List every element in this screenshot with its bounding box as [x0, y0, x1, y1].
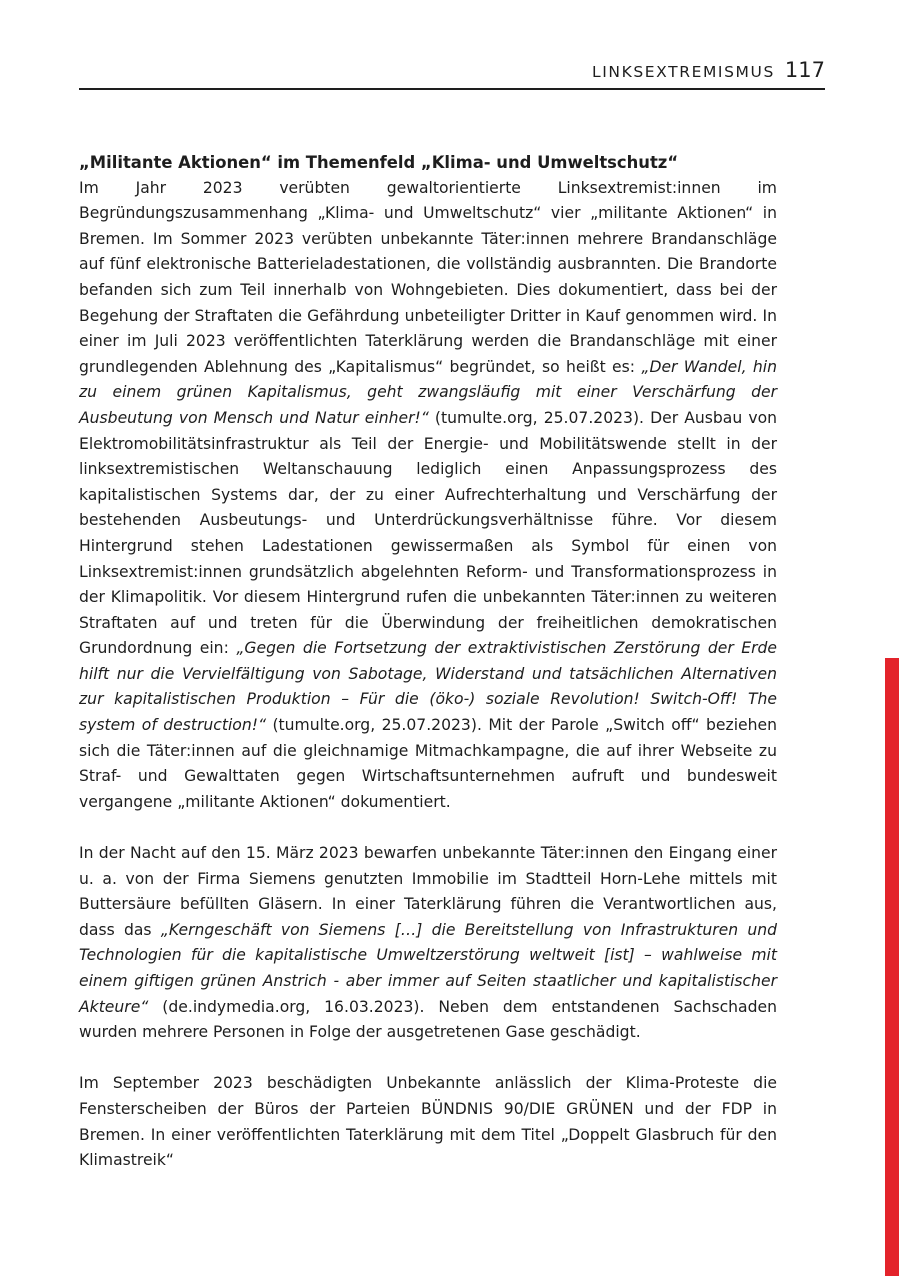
paragraph-text: In der Nacht auf den 15. März 2023 bewarfen unbekannte Täter:innen den Eingang einer u. a. von der Firma Siemens genutzten Immobilie im Stadtteil Horn-Lehe mittels mit Buttersäure befüllten Gläsern. In einer Taterklärung führen die Verantwortlichen aus, dass das — [79, 844, 777, 939]
main-content — [79, 150, 777, 1199]
page-header — [79, 58, 825, 90]
running-title: LINKSEXTREMISMUS — [591, 63, 775, 81]
quote-text: „Der Wandel, hin zu einem grünen Kapitalismus, geht zwangsläufig mit einer Verschärfung der Ausbeutung von Mensch und Natur einher!“ — [79, 357, 777, 427]
paragraph-siemens — [79, 841, 777, 1046]
chapter-marker-bar — [885, 658, 899, 1276]
paragraph-text: Im Jahr 2023 verübten gewaltorientierte Linksextremist:innen im Begründungszusammenhang „Klima- und Umweltschutz“ vier „militante Aktionen“ in Bremen. Im Sommer 2023 verübten unbekannte Täter:innen mehrere Brandanschläge auf fünf elektronische Batterieladestationen, die vollständig ausbrannten. Die Brandorte befanden sich zum Teil innerhalb von Wohngebieten. Dies dokumentiert, dass bei der Begehung der Straftaten die Gefährdung unbeteiligter Dritter in Kauf genommen wird. In einer im Juli 2023 veröffentlichten Taterklärung werden die Brandanschläge mit einer grundlegenden Ablehnung des „Kapitalismus“ begründet, so heißt es: — [79, 178, 777, 376]
paragraph-text: (de.indymedia.org, 16.03.2023). Neben dem entstandenen Sachschaden wurden mehrere Personen in Folge der ausgetretenen Gase geschädigt. — [79, 997, 777, 1042]
paragraph-battery-stations — [79, 176, 777, 816]
quote-text: „Gegen die Fortsetzung der extraktivistischen Zerstörung der Erde hilft nur die Vervielfältigung von Sabotage, Widerstand und tatsächlichen Alternativen zur kapitalistischen Produktion – Für die (öko-) soziale Revolution! Switch-Off! The system of destruction!“ — [79, 639, 778, 735]
section-heading: „Militante Aktionen“ im Themenfeld „Klima- und Umweltschutz“ — [79, 153, 679, 172]
paragraph-text: (tumulte.org, 25.07.2023). Mit der Parole „Switch off“ beziehen sich die Täter:innen auf die gleichnamige Mitmachkampagne, die auf ihrer Webseite zu Straf- und Gewalttaten gegen Wirtschaftsunternehmen aufruft und bundesweit vergangene „militante Aktionen“ dokumentiert. — [79, 716, 777, 811]
paragraph-text: Im September 2023 beschädigten Unbekannte anlässlich der Klima-Proteste die Fensterscheiben der Büros der Parteien BÜNDNIS 90/DIE GRÜNEN und der FDP in Bremen. In einer veröffentlichten Taterklärung mit dem Titel „Doppelt Glasbruch für den Klimastreik“ — [79, 1074, 777, 1170]
quote-text: „Kerngeschäft von Siemens […] die Bereitstellung von Infrastrukturen und Technologien für die kapitalistische Umweltzerstörung weltweit [ist] – wahlweise mit einem giftigen grünen Anstrich - aber immer auf Seiten staatlicher und kapitalistischer Akteure“ — [79, 920, 777, 1016]
page-number: 117 — [784, 58, 825, 82]
paragraph-party-offices — [79, 1071, 777, 1173]
paragraph-text: (tumulte.org, 25.07.2023). Der Ausbau von Elektromobilitätsinfrastruktur als Teil der Energie- und Mobilitätswende stellt in der linksextremistischen Weltanschauung lediglich einen Anpassungsprozess des kapitalistischen Systems dar, der zu einer Aufrechterhaltung und Verschärfung der bestehenden Ausbeutungs- und Unterdrückungsverhältnisse führe. Vor diesem Hintergrund stehen Ladestationen gewissermaßen als Symbol für einen von Linksextremist:innen grundsätzlich abgelehnten Reform- und Transformationsprozess in der Klimapolitik. Vor diesem Hintergrund rufen die unbekannten Täter:innen zu weiteren Straftaten auf und treten für die Überwindung der freiheitlichen demokratischen Grundordnung ein: — [79, 408, 777, 658]
